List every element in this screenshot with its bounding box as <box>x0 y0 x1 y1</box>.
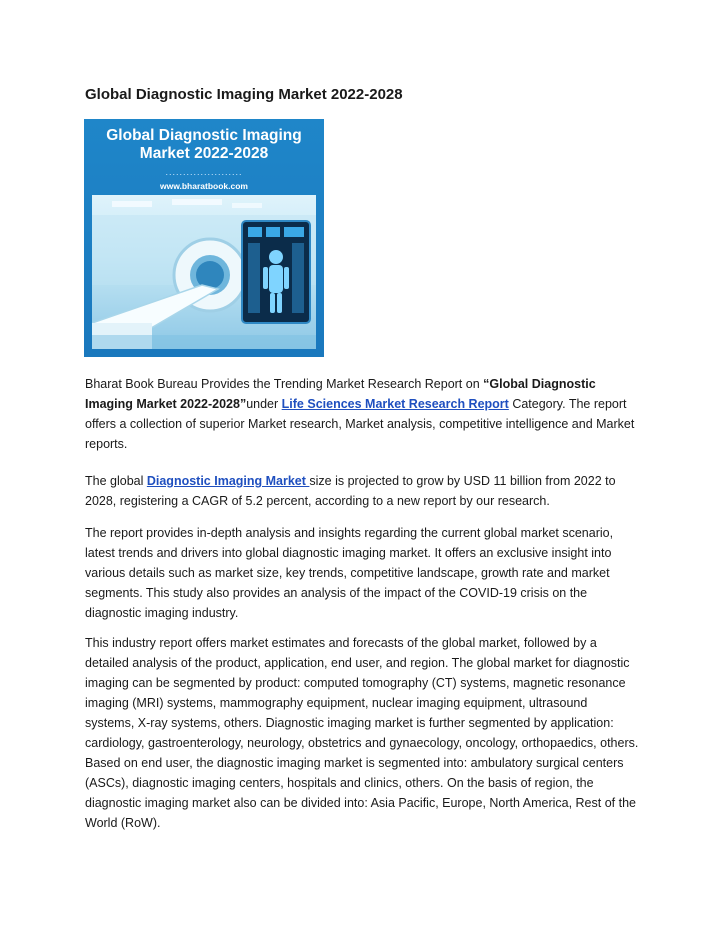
cover-title-line2: Market 2022-2028 <box>139 145 269 162</box>
intro-text-c: Category. The report offers a collection of superior Market research, Market analysis, competitive intelligence and Market reports. <box>85 397 635 451</box>
market-size-text-b: size is projected to grow by USD 11 billion from 2022 to 2028, registering a CAGR of 5.2 percent, according to a new report by our research. <box>85 474 616 508</box>
diagnostic-imaging-market-link[interactable]: Diagnostic Imaging Market <box>146 474 310 488</box>
ct-scanner-illustration <box>92 195 316 349</box>
cover-title-line1: Global Diagnostic Imaging <box>106 127 302 144</box>
monitor-screen <box>242 221 310 323</box>
intro-text-b: under <box>246 397 282 411</box>
life-sciences-report-link[interactable]: Life Sciences Market Research Report <box>281 397 509 411</box>
page-title: Global Diagnostic Imaging Market 2022-2028 <box>85 86 403 103</box>
ct-scanner-photo <box>92 195 316 349</box>
market-size-text-a: The global <box>85 474 147 488</box>
cover-title <box>84 127 324 163</box>
intro-paragraph <box>85 374 640 454</box>
cover-divider-dots: ...................... <box>165 167 243 177</box>
segmentation-paragraph: This industry report offers market estimates and forecasts of the global market, followed by a detailed analysis of the product, application, end user, and region. The global market for diagnostic imaging can be segmented by product: computed tomography (CT) systems, magnetic resonance imaging (MRI) systems, mammography equipment, nuclear imaging equipment, ultrasound systems, X-ray systems, others. Diagnostic imaging market is further segmented by application: cardiology, gastroenterology, neurology, obstetrics and gynaecology, oncology, orthopaedics, others. Based on end user, the diagnostic imaging market is segmented into: ambulatory surgical centers (ASCs), diagnostic imaging centers, hospitals and clinics, others. On the basis of region, the diagnostic imaging market also can be divided into: Asia Pacific, Europe, North America, Rest of the World (RoW). <box>85 636 639 830</box>
market-size-paragraph <box>85 471 640 511</box>
cover-url: www.bharatbook.com <box>159 181 248 191</box>
analysis-paragraph: The report provides in-depth analysis and insights regarding the current global market scenario, latest trends and drivers into global diagnostic imaging market. It offers an exclusive insight into various details such as market size, key trends, competitive landscape, growth rate and market segments. This study also provides an analysis of the impact of the COVID-19 crisis on the diagnostic imaging industry. <box>85 526 614 620</box>
report-name-bold: “Global Diagnostic Imaging Market 2022-2028” <box>85 377 596 411</box>
intro-text-a: Bharat Book Bureau Provides the Trending Market Research Report on <box>85 377 484 391</box>
report-cover-image <box>84 119 324 357</box>
